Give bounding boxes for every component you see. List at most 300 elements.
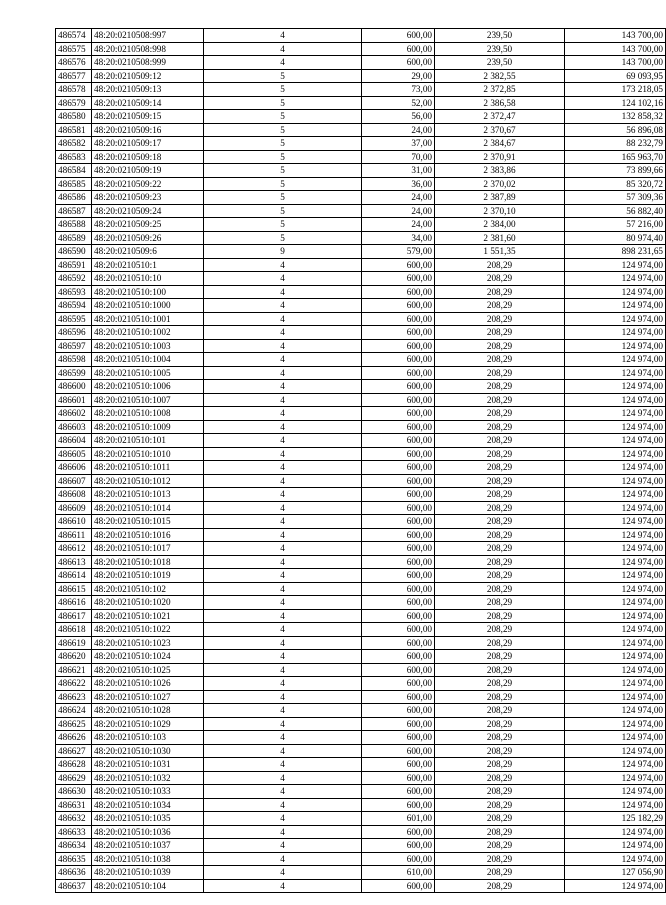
cadastral-number-cell: 48:20:0210510:104 [92,879,204,893]
area-cell: 600,00 [362,42,435,56]
category-cell: 4 [204,758,362,772]
category-cell: 4 [204,744,362,758]
rate-cell: 208,29 [435,312,565,326]
area-cell: 600,00 [362,690,435,704]
category-cell: 4 [204,515,362,529]
category-cell: 5 [204,164,362,178]
area-cell: 600,00 [362,528,435,542]
rate-cell: 208,29 [435,690,565,704]
row-id-cell: 486594 [56,299,92,313]
cadastral-number-cell: 48:20:0210510:1012 [92,474,204,488]
cadastral-number-cell: 48:20:0210510:1033 [92,785,204,799]
area-cell: 600,00 [362,569,435,583]
area-cell: 600,00 [362,312,435,326]
cadastral-number-cell: 48:20:0210510:1023 [92,636,204,650]
table-row [56,690,666,704]
cadastral-number-cell: 48:20:0210510:1037 [92,839,204,853]
row-id-cell: 486618 [56,623,92,637]
table-row [56,29,666,43]
rate-cell: 208,29 [435,272,565,286]
rate-cell: 2 381,60 [435,231,565,245]
cadastral-number-cell: 48:20:0210510:1026 [92,677,204,691]
table-row [56,231,666,245]
area-cell: 600,00 [362,623,435,637]
row-id-cell: 486620 [56,650,92,664]
cadastral-number-cell: 48:20:0210510:1036 [92,825,204,839]
table-row [56,177,666,191]
area-cell: 73,00 [362,83,435,97]
value-cell: 124 974,00 [565,461,666,475]
value-cell: 124 974,00 [565,272,666,286]
area-cell: 600,00 [362,717,435,731]
rate-cell: 208,29 [435,758,565,772]
value-cell: 125 182,29 [565,812,666,826]
category-cell: 4 [204,609,362,623]
cadastral-number-cell: 48:20:0210510:1029 [92,717,204,731]
category-cell: 4 [204,447,362,461]
table-row [56,110,666,124]
row-id-cell: 486590 [56,245,92,259]
area-cell: 600,00 [362,542,435,556]
row-id-cell: 486585 [56,177,92,191]
value-cell: 124 974,00 [565,501,666,515]
row-id-cell: 486624 [56,704,92,718]
category-cell: 5 [204,123,362,137]
rate-cell: 208,29 [435,501,565,515]
table-row [56,42,666,56]
cadastral-number-cell: 48:20:0210509:14 [92,96,204,110]
cadastral-number-cell: 48:20:0210508:999 [92,56,204,70]
row-id-cell: 486609 [56,501,92,515]
area-cell: 34,00 [362,231,435,245]
row-id-cell: 486622 [56,677,92,691]
rate-cell: 208,29 [435,609,565,623]
category-cell: 4 [204,420,362,434]
area-cell: 600,00 [362,839,435,853]
value-cell: 132 858,32 [565,110,666,124]
area-cell: 600,00 [362,488,435,502]
table-row [56,839,666,853]
category-cell: 5 [204,96,362,110]
category-cell: 4 [204,474,362,488]
cadastral-number-cell: 48:20:0210509:15 [92,110,204,124]
table-row [56,825,666,839]
row-id-cell: 486583 [56,150,92,164]
row-id-cell: 486628 [56,758,92,772]
category-cell: 4 [204,380,362,394]
table-row [56,555,666,569]
row-id-cell: 486587 [56,204,92,218]
area-cell: 600,00 [362,420,435,434]
rate-cell: 2 370,02 [435,177,565,191]
area-cell: 600,00 [362,677,435,691]
row-id-cell: 486636 [56,866,92,880]
table-row [56,285,666,299]
table-row [56,123,666,137]
row-id-cell: 486616 [56,596,92,610]
area-cell: 600,00 [362,596,435,610]
cadastral-number-cell: 48:20:0210510:1001 [92,312,204,326]
row-id-cell: 486581 [56,123,92,137]
value-cell: 124 974,00 [565,717,666,731]
area-cell: 24,00 [362,204,435,218]
area-cell: 600,00 [362,879,435,893]
table-row [56,150,666,164]
rate-cell: 208,29 [435,339,565,353]
value-cell: 124 974,00 [565,798,666,812]
rate-cell: 208,29 [435,488,565,502]
category-cell: 4 [204,393,362,407]
value-cell: 124 974,00 [565,542,666,556]
row-id-cell: 486625 [56,717,92,731]
cadastral-number-cell: 48:20:0210510:1005 [92,366,204,380]
rate-cell: 208,29 [435,393,565,407]
category-cell: 4 [204,798,362,812]
value-cell: 69 093,95 [565,69,666,83]
rate-cell: 208,29 [435,636,565,650]
rate-cell: 208,29 [435,569,565,583]
table-row [56,879,666,893]
cadastral-number-cell: 48:20:0210509:17 [92,137,204,151]
rate-cell: 208,29 [435,623,565,637]
value-cell: 143 700,00 [565,56,666,70]
value-cell: 73 899,66 [565,164,666,178]
table-row [56,650,666,664]
area-cell: 600,00 [362,258,435,272]
area-cell: 600,00 [362,434,435,448]
table-row [56,866,666,880]
area-cell: 600,00 [362,447,435,461]
table-row [56,164,666,178]
table-row [56,434,666,448]
area-cell: 29,00 [362,69,435,83]
category-cell: 4 [204,852,362,866]
area-cell: 600,00 [362,29,435,43]
value-cell: 124 974,00 [565,731,666,745]
area-cell: 600,00 [362,339,435,353]
rate-cell: 208,29 [435,717,565,731]
area-cell: 600,00 [362,393,435,407]
cadastral-number-cell: 48:20:0210510:1000 [92,299,204,313]
rate-cell: 208,29 [435,407,565,421]
cadastral-number-cell: 48:20:0210510:103 [92,731,204,745]
area-cell: 600,00 [362,56,435,70]
cadastral-number-cell: 48:20:0210510:1015 [92,515,204,529]
rate-cell: 208,29 [435,852,565,866]
cadastral-number-cell: 48:20:0210509:16 [92,123,204,137]
table-row [56,744,666,758]
value-cell: 124 974,00 [565,582,666,596]
area-cell: 600,00 [362,353,435,367]
area-cell: 600,00 [362,461,435,475]
table-row [56,542,666,556]
rate-cell: 208,29 [435,258,565,272]
value-cell: 124 974,00 [565,299,666,313]
value-cell: 124 974,00 [565,690,666,704]
value-cell: 124 974,00 [565,434,666,448]
rate-cell: 2 383,86 [435,164,565,178]
category-cell: 4 [204,582,362,596]
row-id-cell: 486586 [56,191,92,205]
cadastral-number-cell: 48:20:0210510:1028 [92,704,204,718]
row-id-cell: 486605 [56,447,92,461]
table-row [56,218,666,232]
category-cell: 4 [204,501,362,515]
area-cell: 600,00 [362,501,435,515]
value-cell: 124 974,00 [565,596,666,610]
category-cell: 5 [204,177,362,191]
category-cell: 4 [204,879,362,893]
category-cell: 4 [204,717,362,731]
rate-cell: 2 386,58 [435,96,565,110]
cadastral-number-cell: 48:20:0210510:1016 [92,528,204,542]
row-id-cell: 486632 [56,812,92,826]
area-cell: 600,00 [362,609,435,623]
table-row [56,312,666,326]
rate-cell: 208,29 [435,542,565,556]
category-cell: 5 [204,137,362,151]
area-cell: 70,00 [362,150,435,164]
area-cell: 601,00 [362,812,435,826]
rate-cell: 208,29 [435,461,565,475]
value-cell: 124 974,00 [565,744,666,758]
value-cell: 124 974,00 [565,758,666,772]
rate-cell: 208,29 [435,839,565,853]
area-cell: 600,00 [362,758,435,772]
cadastral-number-cell: 48:20:0210509:13 [92,83,204,97]
cadastral-number-cell: 48:20:0210510:1035 [92,812,204,826]
cadastral-number-cell: 48:20:0210510:1032 [92,771,204,785]
rate-cell: 208,29 [435,731,565,745]
row-id-cell: 486630 [56,785,92,799]
table-row [56,663,666,677]
row-id-cell: 486617 [56,609,92,623]
value-cell: 124 974,00 [565,704,666,718]
value-cell: 124 974,00 [565,285,666,299]
area-cell: 600,00 [362,744,435,758]
category-cell: 5 [204,150,362,164]
area-cell: 31,00 [362,164,435,178]
rate-cell: 208,29 [435,299,565,313]
table-row [56,758,666,772]
table-row [56,528,666,542]
area-cell: 600,00 [362,663,435,677]
category-cell: 5 [204,69,362,83]
cadastral-number-cell: 48:20:0210510:1013 [92,488,204,502]
rate-cell: 239,50 [435,56,565,70]
rate-cell: 208,29 [435,582,565,596]
rate-cell: 208,29 [435,326,565,340]
category-cell: 5 [204,218,362,232]
table-row [56,582,666,596]
cadastral-number-cell: 48:20:0210510:1031 [92,758,204,772]
rate-cell: 208,29 [435,285,565,299]
table-row [56,771,666,785]
value-cell: 124 974,00 [565,447,666,461]
value-cell: 124 974,00 [565,663,666,677]
value-cell: 124 974,00 [565,393,666,407]
table-row [56,636,666,650]
rate-cell: 208,29 [435,866,565,880]
rate-cell: 208,29 [435,744,565,758]
cadastral-number-cell: 48:20:0210510:1024 [92,650,204,664]
value-cell: 57 216,00 [565,218,666,232]
table-row [56,569,666,583]
category-cell: 4 [204,596,362,610]
table-row [56,623,666,637]
category-cell: 4 [204,488,362,502]
category-cell: 4 [204,542,362,556]
table-row [56,96,666,110]
cadastral-number-cell: 48:20:0210510:1018 [92,555,204,569]
rate-cell: 208,29 [435,771,565,785]
cadastral-number-cell: 48:20:0210509:19 [92,164,204,178]
rate-cell: 1 551,35 [435,245,565,259]
area-cell: 600,00 [362,704,435,718]
row-id-cell: 486606 [56,461,92,475]
rate-cell: 208,29 [435,798,565,812]
rate-cell: 2 387,89 [435,191,565,205]
cadastral-number-cell: 48:20:0210509:12 [92,69,204,83]
rate-cell: 239,50 [435,42,565,56]
row-id-cell: 486607 [56,474,92,488]
area-cell: 600,00 [362,474,435,488]
row-id-cell: 486598 [56,353,92,367]
rate-cell: 208,29 [435,353,565,367]
category-cell: 4 [204,731,362,745]
row-id-cell: 486635 [56,852,92,866]
category-cell: 4 [204,407,362,421]
row-id-cell: 486575 [56,42,92,56]
table-row [56,380,666,394]
area-cell: 600,00 [362,798,435,812]
area-cell: 600,00 [362,582,435,596]
table-row [56,717,666,731]
category-cell: 4 [204,29,362,43]
value-cell: 124 974,00 [565,339,666,353]
rate-cell: 2 384,67 [435,137,565,151]
category-cell: 4 [204,366,362,380]
value-cell: 56 882,40 [565,204,666,218]
table-row [56,515,666,529]
row-id-cell: 486582 [56,137,92,151]
rate-cell: 2 372,85 [435,83,565,97]
cadastral-number-cell: 48:20:0210510:1034 [92,798,204,812]
cadastral-number-cell: 48:20:0210510:1021 [92,609,204,623]
value-cell: 124 974,00 [565,528,666,542]
row-id-cell: 486602 [56,407,92,421]
value-cell: 124 974,00 [565,420,666,434]
cadastral-number-cell: 48:20:0210510:1008 [92,407,204,421]
area-cell: 579,00 [362,245,435,259]
area-cell: 600,00 [362,299,435,313]
cadastral-number-cell: 48:20:0210508:998 [92,42,204,56]
rate-cell: 208,29 [435,515,565,529]
cadastral-number-cell: 48:20:0210510:100 [92,285,204,299]
category-cell: 5 [204,110,362,124]
category-cell: 5 [204,231,362,245]
rate-cell: 208,29 [435,555,565,569]
cadastral-number-cell: 48:20:0210510:1011 [92,461,204,475]
table-row [56,785,666,799]
area-cell: 600,00 [362,407,435,421]
value-cell: 124 974,00 [565,474,666,488]
value-cell: 124 974,00 [565,555,666,569]
table-row [56,69,666,83]
category-cell: 4 [204,353,362,367]
table-row [56,258,666,272]
area-cell: 600,00 [362,636,435,650]
table-row [56,339,666,353]
category-cell: 4 [204,56,362,70]
category-cell: 9 [204,245,362,259]
cadastral-number-cell: 48:20:0210510:1004 [92,353,204,367]
cadastral-number-cell: 48:20:0210510:1025 [92,663,204,677]
cadastral-number-cell: 48:20:0210510:1017 [92,542,204,556]
row-id-cell: 486623 [56,690,92,704]
value-cell: 124 974,00 [565,771,666,785]
table-row [56,353,666,367]
table-row [56,83,666,97]
table-row [56,393,666,407]
row-id-cell: 486604 [56,434,92,448]
row-id-cell: 486601 [56,393,92,407]
table-row [56,677,666,691]
value-cell: 124 974,00 [565,879,666,893]
category-cell: 4 [204,42,362,56]
category-cell: 4 [204,555,362,569]
row-id-cell: 486633 [56,825,92,839]
category-cell: 4 [204,339,362,353]
value-cell: 124 974,00 [565,258,666,272]
row-id-cell: 486600 [56,380,92,394]
cadastral-number-cell: 48:20:0210510:101 [92,434,204,448]
row-id-cell: 486613 [56,555,92,569]
value-cell: 124 102,16 [565,96,666,110]
category-cell: 5 [204,191,362,205]
area-cell: 600,00 [362,650,435,664]
table-row [56,812,666,826]
table-row [56,461,666,475]
table-row [56,609,666,623]
category-cell: 4 [204,663,362,677]
row-id-cell: 486596 [56,326,92,340]
cadastral-number-cell: 48:20:0210510:1039 [92,866,204,880]
value-cell: 898 231,65 [565,245,666,259]
value-cell: 173 218,05 [565,83,666,97]
cadastral-number-cell: 48:20:0210509:24 [92,204,204,218]
row-id-cell: 486634 [56,839,92,853]
row-id-cell: 486597 [56,339,92,353]
rate-cell: 208,29 [435,812,565,826]
value-cell: 124 974,00 [565,380,666,394]
value-cell: 143 700,00 [565,42,666,56]
row-id-cell: 486608 [56,488,92,502]
category-cell: 4 [204,812,362,826]
row-id-cell: 486592 [56,272,92,286]
rate-cell: 2 370,67 [435,123,565,137]
category-cell: 4 [204,569,362,583]
row-id-cell: 486580 [56,110,92,124]
area-cell: 600,00 [362,380,435,394]
cadastral-number-cell: 48:20:0210510:1030 [92,744,204,758]
cadastral-number-cell: 48:20:0210508:997 [92,29,204,43]
category-cell: 4 [204,704,362,718]
table-body [56,29,666,893]
value-cell: 124 974,00 [565,407,666,421]
row-id-cell: 486614 [56,569,92,583]
value-cell: 124 974,00 [565,569,666,583]
